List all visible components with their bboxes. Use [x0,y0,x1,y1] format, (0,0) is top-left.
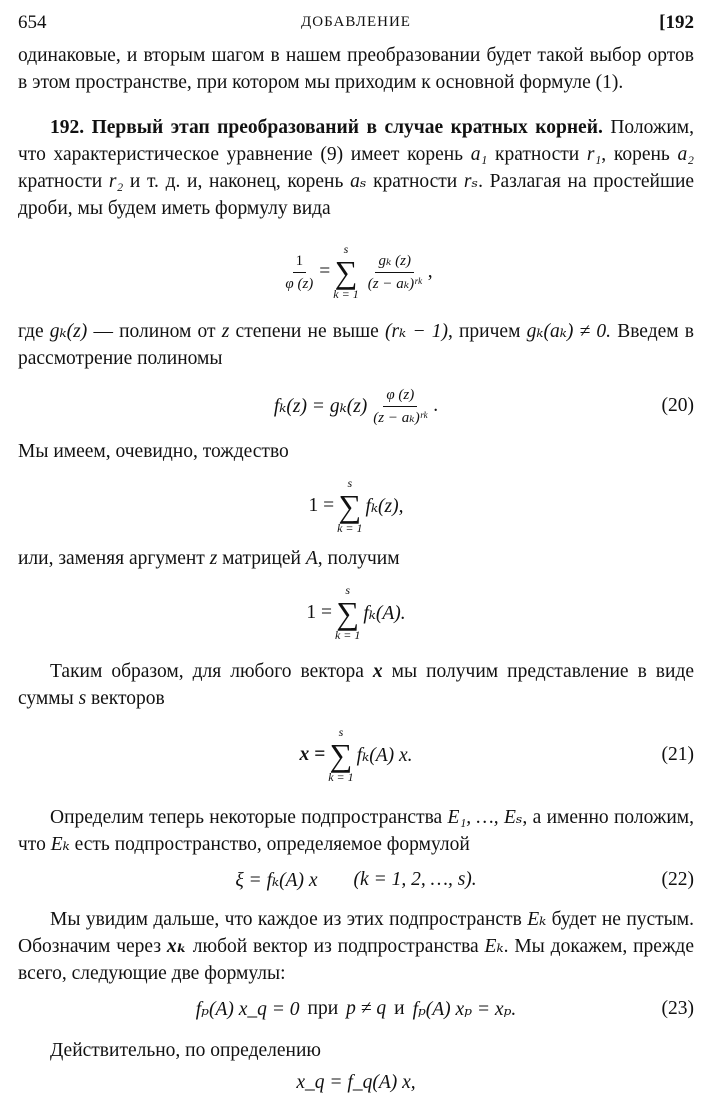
equation-number-21: (21) [661,744,694,765]
section-mark: [192 [659,12,694,33]
equation-number-22: (22) [661,869,694,890]
equation-number-23: (23) [661,998,694,1019]
page-number: 654 [18,12,47,33]
equation-number-20: (20) [661,395,694,416]
paragraph-replace-argument: или, заменяя аргумент z матрицей A, получим [18,548,400,569]
paragraph-by-definition: Действительно, по определению [50,1040,321,1061]
page-header [18,12,694,38]
equation-23: fₚ(A) x_q = 0 при p ≠ q и fₚ(A) xₚ = xₚ. (23) [195,998,694,1020]
paragraph-vector-representation: Таким образом, для любого вектора x мы получим представление в виде суммы s векторов [18,661,695,709]
running-title: ДОБАВЛЕНИЕ [301,14,411,30]
paragraph-section-192: 192. Первый этап преобразований в случае кратных корней. Положим, что характеристическое уравнение (9) имеет корень a₁ кратности r₁, корень a₂ кратности r₂ и т. д. и, наконец, корень aₛ кратности rₛ. Разлагая на простейшие дроби, мы будем иметь формулу вида [18,117,695,219]
equation-21: x = s ∑ k = 1 fₖ(A) x. (21) [299,725,694,784]
book-page [18,12,694,1098]
section-title: 192. Первый этап преобразований в случае кратных корней. [50,117,603,138]
paragraph-identity: Мы имеем, очевидно, тождество [18,441,289,462]
equation-20: fₖ(z) = gₖ(z) $\frac{\varphi (z)}{\text{(z − aₖ)ʳᵏ}}$ . (20) [273,386,694,426]
equation-identity-z: 1 = s ∑ k = 1 fₖ(z), [308,476,404,535]
equation-partial-fractions: $\frac{1}{\varphi (z)}$ = s ∑ k = 1 $\frac{\text{gₖ (z)}}{\text{(z − aₖ)ʳᵏ}}$ , [285,242,433,301]
equation-22: ξ = fₖ(A) x (k = 1, 2, …, s). (22) [235,869,694,891]
paragraph-subspaces: Определим теперь некоторые подпространства E₁, …, Eₛ, а именно положим, что Eₖ есть подпространство, определяемое формулой [18,807,694,855]
paragraph-gk-definition: где gₖ(z) — полином от z степени не выше (rₖ − 1), причем gₖ(aₖ) ≠ 0. Введем в рассмотрение полиномы [18,321,695,369]
paragraph-continuation: одинаковые, и вторым шагом в нашем преобразовании будет такой выбор ортов в этом пространстве, при котором мы приходим к основной формуле (1). [18,45,694,93]
paragraph-nonempty: Мы увидим дальше, что каждое из этих подпространств Eₖ будет не пустым. Обозначим через xₖ любой вектор из подпространства Eₖ. Мы докажем, прежде всего, следующие две формулы: [18,909,694,984]
equation-identity-A: 1 = s ∑ k = 1 fₖ(A). [306,583,406,642]
equation-last: x_q = f_q(A) x, [296,1072,416,1093]
